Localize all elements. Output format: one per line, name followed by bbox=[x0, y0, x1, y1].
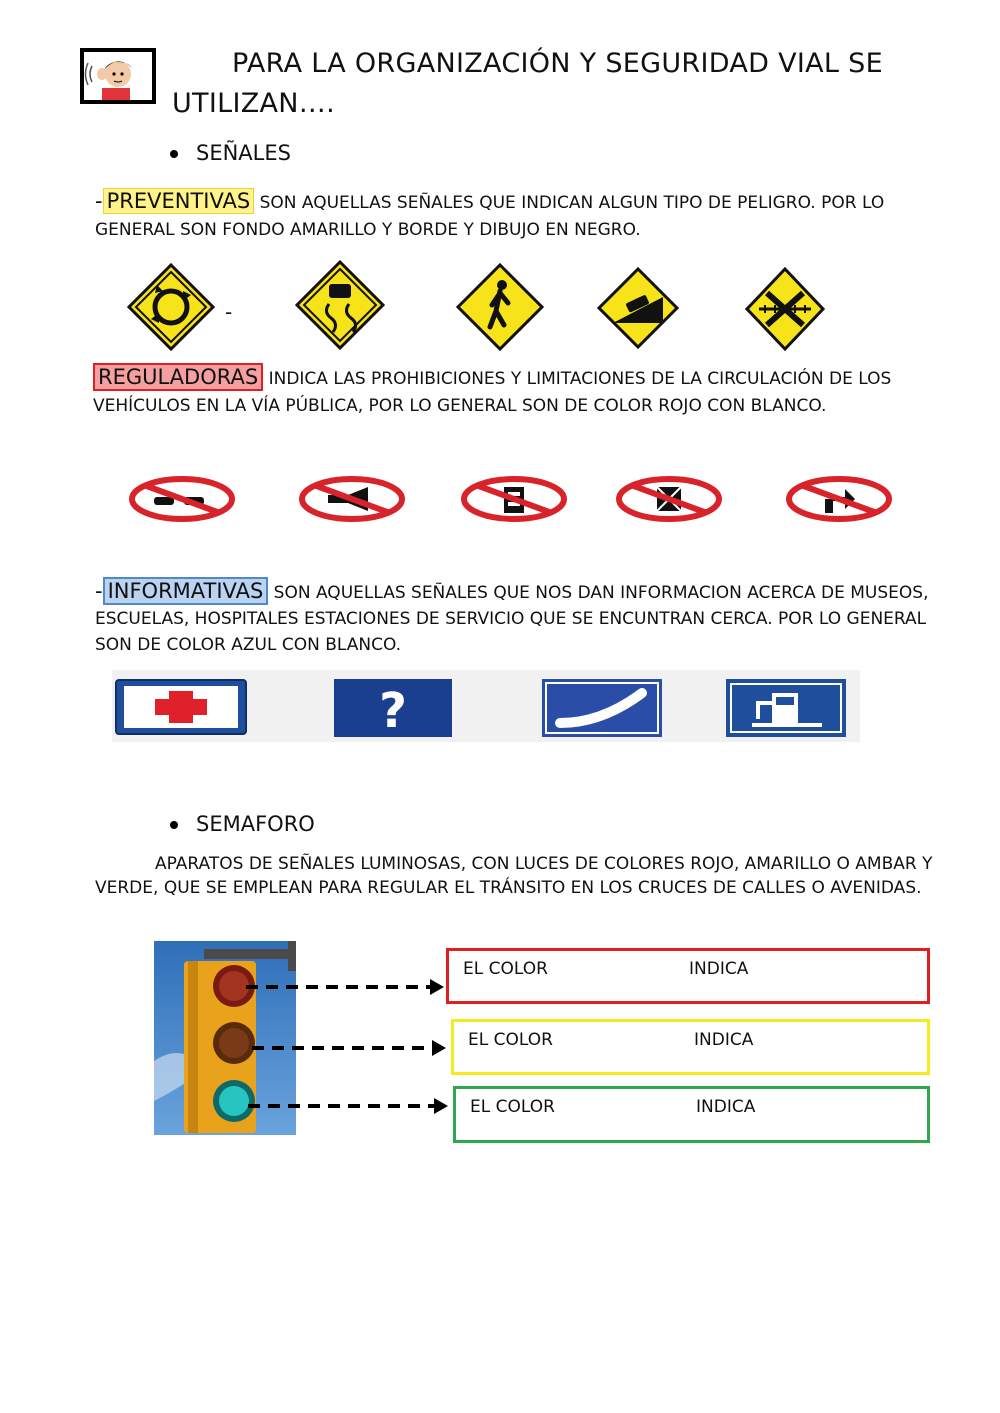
answer-box-yellow[interactable]: EL COLOR INDICA bbox=[451, 1019, 930, 1075]
no-overtaking-sign-icon bbox=[128, 475, 236, 523]
svg-text:?: ? bbox=[379, 683, 407, 737]
no-horn-sign-icon bbox=[298, 475, 406, 523]
telephone-sign-icon bbox=[542, 679, 662, 737]
reguladoras-label: REGULADORAS bbox=[93, 363, 263, 391]
preventivas-paragraph: - PREVENTIVAS SON AQUELLAS SEÑALES QUE INDICAN ALGUN TIPO DE PELIGRO. POR LO GENERAL SON FONDO AMARILLO Y BORDE Y DIBUJO EN NEGRO. bbox=[95, 189, 885, 240]
information-sign-icon bbox=[334, 679, 452, 737]
arrows bbox=[240, 975, 455, 1120]
bullet-semaforo: SEMAFORO bbox=[170, 812, 315, 836]
avatar bbox=[80, 48, 156, 104]
slippery-road-sign-icon bbox=[295, 260, 385, 350]
steep-hill-sign-icon bbox=[597, 267, 679, 349]
no-straight-sign-icon bbox=[785, 475, 893, 523]
preventivas-signs bbox=[0, 255, 1000, 365]
reguladoras-signs bbox=[0, 470, 1000, 530]
railroad-crossing-sign-icon bbox=[745, 267, 825, 351]
pedestrian-sign-icon bbox=[456, 263, 544, 351]
informativas-label: INFORMATIVAS bbox=[103, 577, 269, 605]
informativas-paragraph: - INFORMATIVAS SON AQUELLAS SEÑALES QUE NOS DAN INFORMACION ACERCA DE MUSEOS, ESCUELAS, HOSPITALES ESTACIONES DE SERVICIO QUE SE ENCUNTRAN CERCA. POR LO GENERAL SON DE COLOR AZUL CON BLANCO. bbox=[95, 579, 929, 655]
informativas-signs bbox=[112, 670, 860, 742]
preventivas-label: PREVENTIVAS bbox=[103, 188, 255, 214]
page-title: PARA LA ORGANIZACIÓN Y SEGURIDAD VIAL SE UTILIZAN…. bbox=[172, 48, 883, 119]
no-parking-sign-icon bbox=[460, 475, 568, 523]
reguladoras-paragraph: REGULADORAS INDICA LAS PROHIBICIONES Y LIMITACIONES DE LA CIRCULACIÓN DE LOS VEHÍCULOS EN LA VÍA PÚBLICA, POR LO GENERAL SON DE COLOR ROJO CON BLANCO. bbox=[93, 365, 892, 416]
answer-box-red[interactable]: EL COLOR INDICA bbox=[446, 948, 930, 1004]
gas-station-sign-icon bbox=[726, 679, 846, 737]
separator: - bbox=[225, 300, 233, 324]
answer-box-green[interactable]: EL COLOR INDICA bbox=[453, 1086, 930, 1143]
semaforo-paragraph: APARATOS DE SEÑALES LUMINOSAS, CON LUCES DE COLORES ROJO, AMARILLO O AMBAR Y VERDE, QUE SE EMPLEAN PARA REGULAR EL TRÁNSITO EN LOS CRUCES DE CALLES O AVENIDAS. bbox=[95, 854, 933, 898]
bullet-senales: SEÑALES bbox=[170, 141, 291, 165]
boy-listening-icon bbox=[84, 52, 152, 100]
hospital-sign-icon bbox=[115, 679, 247, 735]
no-stopping-sign-icon bbox=[615, 475, 723, 523]
roundabout-sign-icon bbox=[127, 263, 215, 351]
